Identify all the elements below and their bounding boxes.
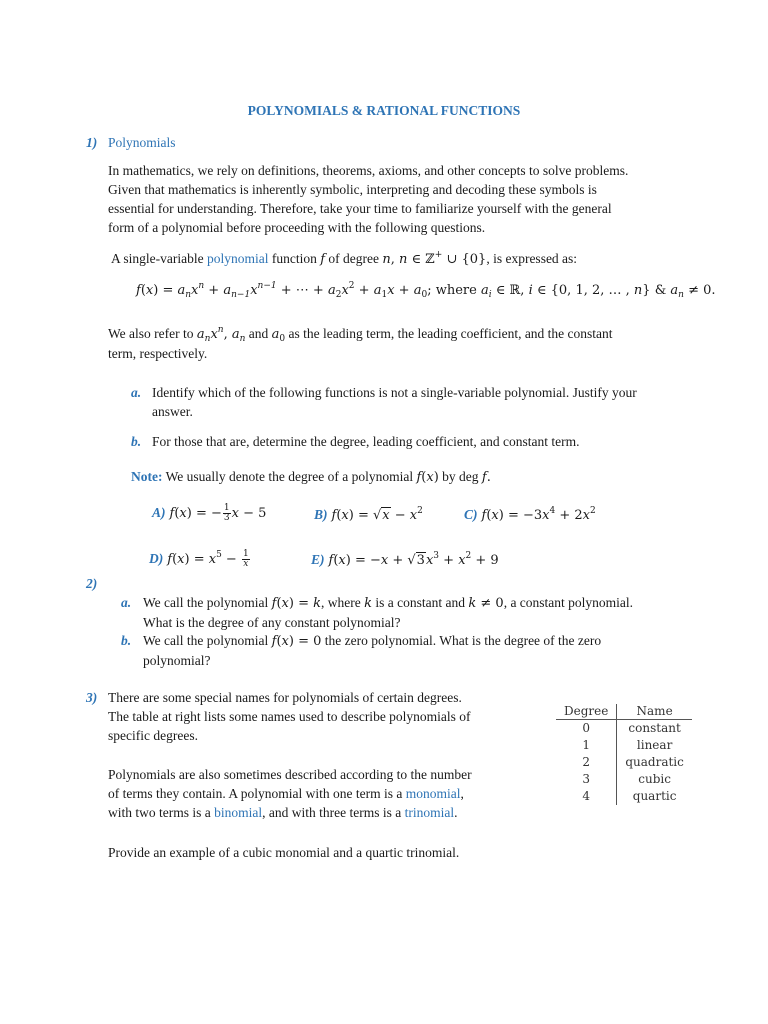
- intro-line: In mathematics, we rely on definitions, theorems, axioms, and other concepts to solve problems.: [108, 163, 629, 178]
- polynomial-general-form: $f(x) = a_nx^n + a_{n-1}x^{n-1}$ + ⋯ + $a_2x^2 + a_1x + a_0$; where $a_i$ ∈ ℝ, i ∈ {0, 1, 2, … , n} & $a_n \ne 0$.: [136, 281, 716, 300]
- table-cell: 2: [556, 754, 617, 771]
- also-text: term, respectively.: [108, 346, 208, 361]
- definition-text: , is expressed as:: [486, 251, 578, 266]
- intro-line: Given that mathematics is inherently symbolic, interpreting and decoding these symbols is: [108, 182, 597, 197]
- table-header-name: Name: [617, 704, 692, 720]
- q2a-text: , where: [321, 595, 365, 610]
- function-e: E) $f(x) = -x + √3x^3 + x^2 + 9$: [311, 551, 499, 568]
- question-b-label: b.: [131, 434, 142, 449]
- q2b-text: the zero polynomial. What is the degree of the zero: [321, 633, 602, 648]
- also-refer-paragraph: We also refer to $a_nx^n$, $a_n$ and $a_0$ as the leading term, the leading coefficient, and the constant term, respectively.: [108, 324, 708, 363]
- s3-line: The table at right lists some names used to describe polynomials of: [108, 709, 471, 724]
- table-header-degree: Degree: [556, 704, 617, 720]
- s3-text: with two terms is a: [108, 805, 215, 820]
- section-3-number: 3): [86, 690, 98, 705]
- page-title: POLYNOMIALS & RATIONAL FUNCTIONS: [247, 103, 521, 118]
- table-row: [556, 754, 692, 771]
- intro-line: essential for understanding. Therefore, take your time to familiarize yourself with the general: [108, 201, 612, 216]
- table-cell: 4: [556, 788, 617, 805]
- q2a-text: What is the degree of any constant polynomial?: [143, 615, 401, 630]
- note-text: by deg: [438, 469, 482, 484]
- note-line: Note: We usually denote the degree of a polynomial f(x) by deg f.: [131, 469, 491, 485]
- table-cell: 1: [556, 737, 617, 754]
- intro-paragraph: [108, 161, 708, 237]
- q2b-text: We call the polynomial: [143, 633, 272, 648]
- q2a-text: We call the polynomial: [143, 595, 272, 610]
- note-text: We usually denote the degree of a polynomial: [162, 469, 417, 484]
- q2a-text: , a constant polynomial.: [503, 595, 634, 610]
- question-2a-label: a.: [121, 595, 132, 610]
- definition-text: A single-variable: [111, 251, 207, 266]
- definition-line: A single-variable polynomial function f of degree n, n ∈ ℤ+ ∪ {0}, is expressed as:: [111, 250, 578, 267]
- degree-name-table: [556, 704, 692, 805]
- monomial-term: monomial: [405, 786, 461, 801]
- table-row: [556, 720, 692, 738]
- table-cell: 3: [556, 771, 617, 788]
- table-cell: 0: [556, 720, 617, 738]
- question-2a-text: We call the polynomial f(x) = k, where k is a constant and k ≠ 0, a constant polynomial. What is the degree of any constant polynomial?: [143, 593, 723, 632]
- intro-line: form of a polynomial before proceeding with the following questions.: [108, 220, 486, 235]
- function-a: A) f(x) = − $\frac{1}{3}$ x − 5: [152, 503, 267, 523]
- definition-text: function: [268, 251, 321, 266]
- also-text: and: [245, 326, 272, 341]
- q2b-text: polynomial?: [143, 653, 211, 668]
- question-b-text: For those that are, determine the degree, leading coefficient, and constant term.: [152, 434, 580, 449]
- option-b-label: B): [314, 507, 328, 522]
- q2a-text: is a constant and: [372, 595, 469, 610]
- table-cell: linear: [636, 738, 673, 752]
- section-3-task: Provide an example of a cubic monomial and a quartic trinomial.: [108, 845, 460, 860]
- question-a-text: [152, 383, 712, 421]
- s3-text: of terms they contain. A polynomial with one term is a: [108, 786, 406, 801]
- table-row: [556, 771, 692, 788]
- s3-line: There are some special names for polynomials of certain degrees.: [108, 690, 462, 705]
- section-1-number: 1): [86, 135, 98, 150]
- option-a-label: A): [152, 505, 166, 520]
- table-cell: cubic: [638, 772, 671, 786]
- definition-text: of degree: [325, 251, 383, 266]
- section-1-heading: Polynomials: [108, 135, 176, 150]
- polynomial-term: polynomial: [206, 251, 269, 266]
- table-cell: constant: [628, 721, 681, 735]
- note-label: Note:: [131, 469, 163, 484]
- function-c: C) $f(x) = -3x^4 + 2x^2$: [464, 506, 596, 523]
- table-row: [556, 788, 692, 805]
- function-b: B) $f(x) = √x - x^2$: [314, 506, 423, 523]
- question-line: answer.: [152, 404, 193, 419]
- option-c-label: C): [464, 507, 478, 522]
- table-cell: quartic: [632, 789, 677, 803]
- option-d-label: D): [149, 551, 164, 566]
- section-3-paragraph-2: Polynomials are also sometimes described according to the number of terms they contain. A polynomial with one term is a monomial, with two terms is a binomial, and with three terms is a trinomial.: [108, 765, 538, 822]
- question-2b-text: We call the polynomial f(x) = 0 the zero polynomial. What is the degree of the zero polynomial?: [143, 631, 723, 670]
- question-2b-label: b.: [121, 633, 132, 648]
- s3-text: , and with three terms is a: [262, 805, 405, 820]
- section-3-paragraph-1: [108, 688, 528, 745]
- s3-line: Polynomials are also sometimes described according to the number: [108, 767, 472, 782]
- also-text: as the leading term, the leading coefficient, and the constant: [285, 326, 613, 341]
- question-line: Identify which of the following functions is not a single-variable polynomial. Justify your: [152, 385, 637, 400]
- question-a-label: a.: [131, 385, 142, 400]
- trinomial-term: trinomial: [404, 805, 455, 820]
- table-row: [556, 737, 692, 754]
- also-text: We also refer to: [108, 326, 197, 341]
- table-cell: quadratic: [625, 755, 684, 769]
- option-e-label: E): [311, 552, 325, 567]
- s3-line: specific degrees.: [108, 728, 198, 743]
- section-2-number: 2): [86, 576, 98, 591]
- binomial-term: binomial: [214, 805, 263, 820]
- function-d: D) $f(x) = x^5$ − $\frac{1}{x}$: [149, 549, 249, 569]
